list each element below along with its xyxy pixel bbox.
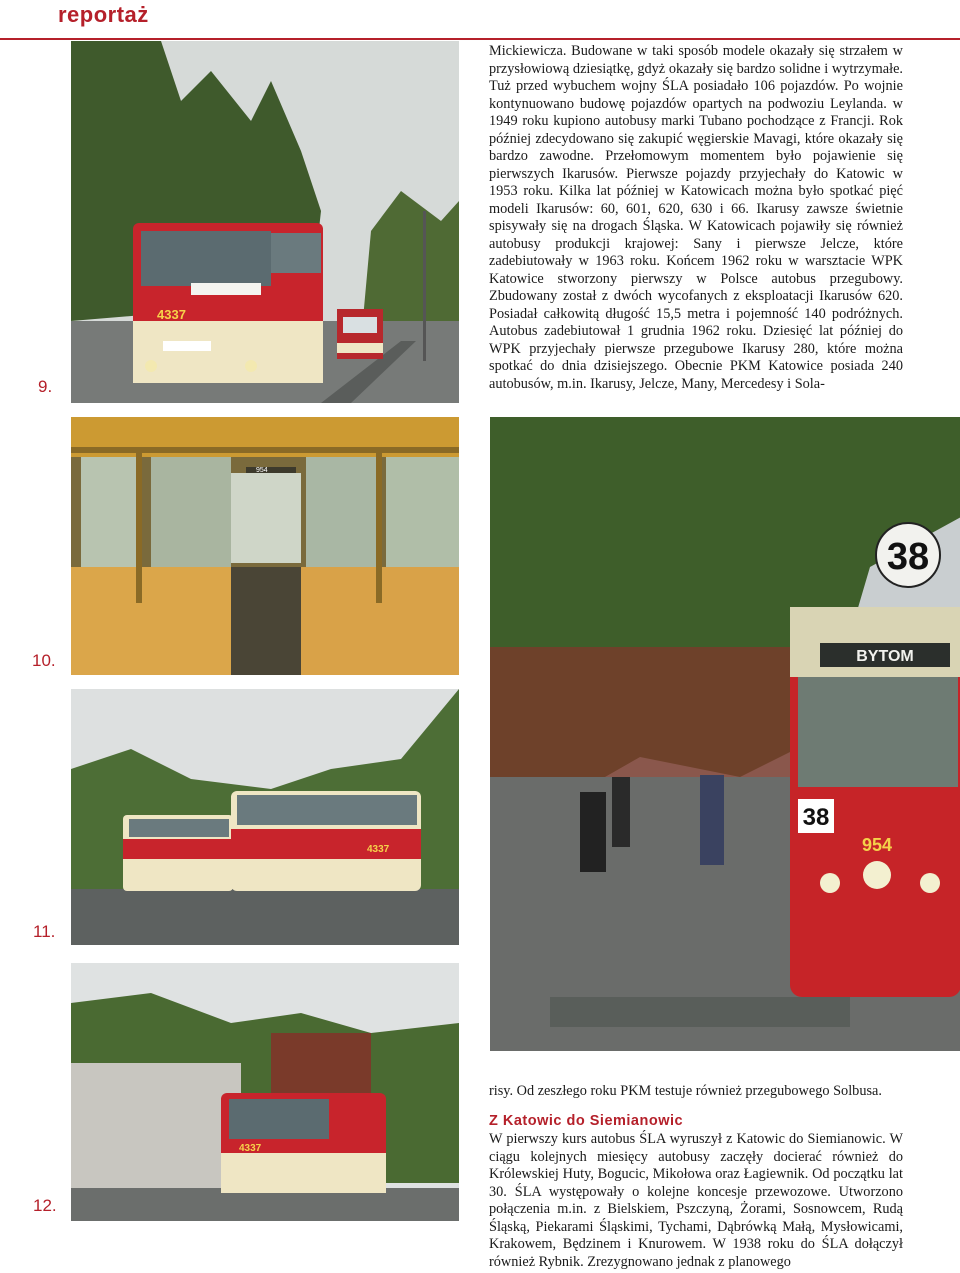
photo-articulated-bus — [70, 688, 460, 946]
interior-route-sign: 954 — [256, 467, 268, 474]
photo-bus-and-tram — [70, 40, 460, 404]
photo-number-9: 9. — [38, 377, 53, 396]
photo-tram-38 — [489, 416, 960, 1052]
bus-4337 — [133, 223, 323, 383]
tram-car-number: 954 — [862, 835, 893, 855]
photo-number-11: 11. — [33, 922, 56, 941]
article-column-continuation — [489, 1083, 903, 1101]
photo-bus-near-building — [70, 962, 460, 1222]
tram-front-route: 38 — [802, 804, 830, 831]
section-title: reportaż — [58, 2, 149, 27]
photo-tram-interior-image — [71, 417, 459, 675]
article-subheading: Z Katowic do Siemianowic — [489, 1113, 684, 1129]
photo-articulated-bus-image — [71, 689, 459, 945]
bus-near-building-4337 — [221, 1093, 386, 1193]
photo-bus-and-tram-image — [71, 41, 459, 403]
bus-near-building-number: 4337 — [239, 1143, 262, 1154]
tram-background — [337, 309, 383, 359]
photo-tram-38-image — [490, 417, 960, 1051]
tram-route-disc — [876, 523, 940, 587]
article-paragraph-history: Mickiewicza. Budowane w taki sposób modele okazały się strzałem w przysłowiową dziesiątkę, gdyż okazały się bardzo solidne i wytrzymałe. Tuż przed wybuchem wojny ŚLA posiadało 106 pojazdów. Po wojnie kontynuowano budowę pojazdów opartych na podwoziu Leylanda. w 1949 roku kupiono autobusy marki Tubano pochodzące z Francji. Rok później zdecydowano się zakupić węgierskie Mavagi, które okazały się bardzo zawodne. Przełomowym momentem było pojawienie się pierwszych Ikarusów. Pierwsze pojazdy przyjechały do Katowic w 1953 roku. Kilka lat później w Katowicach można było spotkać pięć modeli Ikarusów: 60, 601, 620, 630 i 66. Ikarusy zawsze świetnie spisywały się na drogach Śląska. W Katowicach pojawiły się również autobusy produkcji krajowej: Sany i pierwsze Jelcze, które zadebiutowały w 1963 roku. Końcem 1962 roku w warsztacie WPK Katowice stworzony pierwszy w Polsce autobus przegubowy. Zbudowany został z dwóch wycofanych z eksploatacji Ikarusów 620. Posiadał całkowitą długość 15,5 metra i pojemność 140 podróżnych. Autobus zadebiutował 1 grudnia 1962 roku. Dziesięć lat później do WPK przyjechały pierwsze przegubowe Ikarusy 280, które można spotkać do dnia dzisiejszego. Obecnie PKM Katowice posiada 240 autobusów, m.in. Ikarusy, Jelcze, Many, Mercedesy i Sola- — [489, 43, 903, 392]
bus-number-label: 4337 — [157, 307, 186, 322]
tram-disc-number: 38 — [886, 536, 930, 578]
article-column-bottom — [489, 1131, 903, 1271]
articulated-bus-number: 4337 — [367, 844, 390, 855]
photo-number-12: 12. — [33, 1196, 57, 1215]
article-paragraph-continuation: risy. Od zeszłego roku PKM testuje również przegubowego Solbusa. — [489, 1083, 882, 1099]
photo-tram-interior — [70, 416, 460, 676]
article-column-top — [489, 43, 903, 403]
photo-number-10: 10. — [32, 651, 56, 670]
tram-destination: BYTOM — [856, 648, 914, 665]
photo-bus-near-building-image — [71, 963, 459, 1221]
article-paragraph-siemianowice: W pierwszy kurs autobus ŚLA wyruszył z Katowic do Siemianowic. W ciągu kolejnych miesięcy autobusy zaczęły docierać również do Królewskiej Huty, Bogucic, Mikołowa oraz Łagiewnik. Od początku lat 30. ŚLA występowały o kolejne koncesje przewozowe. Utworzono połączenia m.in. z Bielskiem, Pszczyną, Żorami, Sosnowcem, Rudą Śląską, Piekarami Śląskimi, Tychami, Dąbrówką Małą, Mysłowicami, Krakowem, Będzinem i Knurowem. W 1938 roku do ŚLA dołączył również Rybnik. Zrezygnowano jednak z planowego — [489, 1131, 903, 1270]
tram-954 — [790, 607, 960, 997]
